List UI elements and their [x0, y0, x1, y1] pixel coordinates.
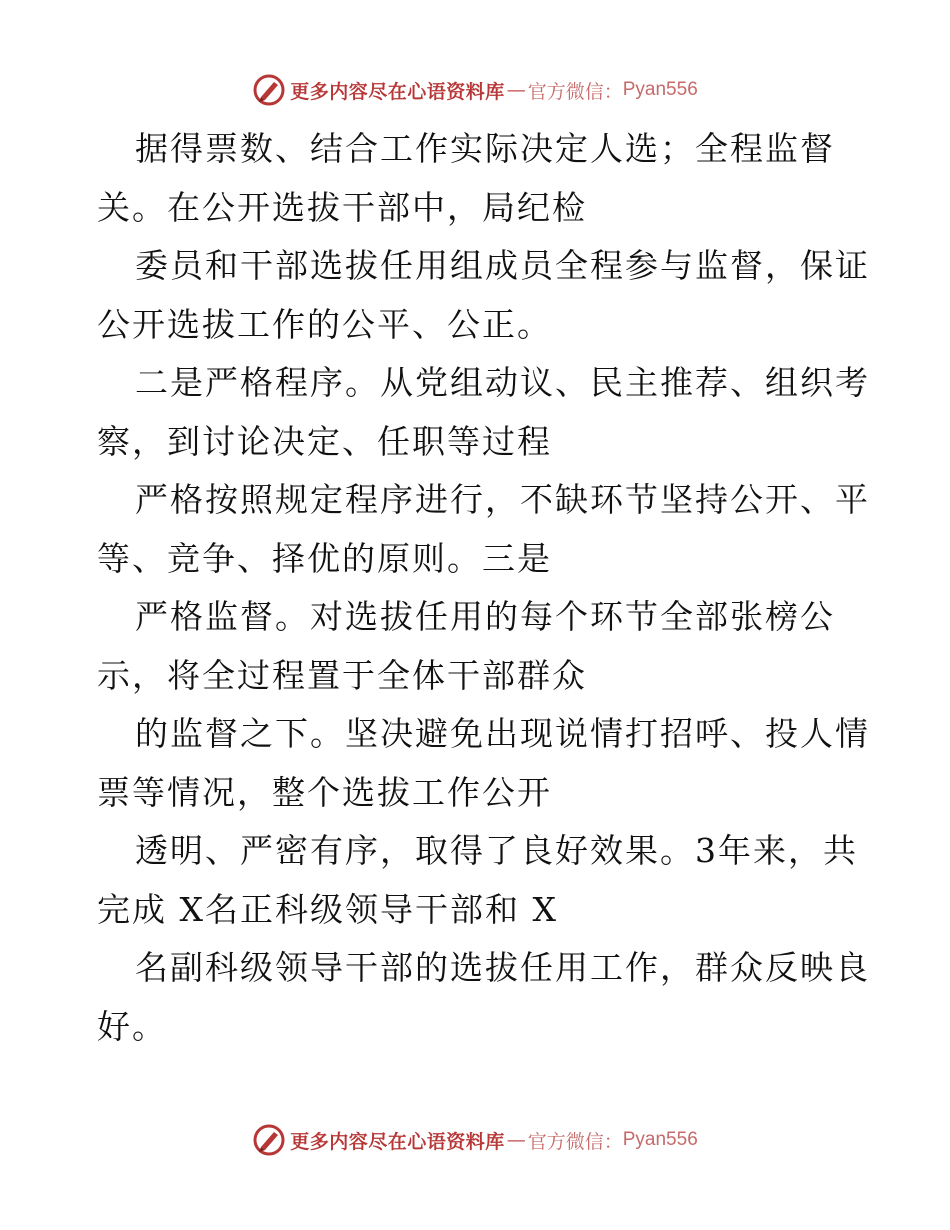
header-wechat-id: Pyan556 [622, 79, 698, 100]
text-line: 完成 X名正科级领导干部和 X [97, 889, 558, 929]
header-banner [0, 70, 950, 110]
text-line: 察，到讨论决定、任职等过程 [97, 421, 552, 461]
text-line: 票等情况，整个选拔工作公开 [97, 772, 552, 812]
text-line: 示，将全过程置于全体干部群众 [97, 655, 587, 695]
header-wechat-label: 官方微信： [527, 80, 623, 103]
footer-wechat-label: 官方微信： [527, 1130, 623, 1153]
text-line: 严格监督。对选拔任用的每个环节全部张榜公 [135, 597, 835, 636]
header-brand-text: 更多内容尽在心语资料库 [290, 80, 505, 103]
text-line: 二是严格程序。从党组动议、民主推荐、组织考 [135, 363, 870, 402]
text-line: 严格按照规定程序进行，不缺环节坚持公开、平 [135, 480, 870, 519]
text-line: 公开选拔工作的公平、公正。 [97, 304, 552, 344]
text-line: 据得票数、结合工作实际决定人选；全程监督 [135, 129, 835, 168]
footer-wechat-id: Pyan556 [622, 1129, 698, 1150]
footer-banner [0, 1120, 950, 1160]
text-line: 好。 [97, 1006, 167, 1046]
footer-separator: — [506, 1129, 526, 1151]
text-line: 关。在公开选拔干部中，局纪检 [97, 187, 587, 227]
text-line: 委员和干部选拔任用组成员全程参与监督，保证 [135, 246, 870, 285]
document-body [97, 120, 870, 1056]
text-line: 的监督之下。坚决避免出现说情打招呼、投人情 [135, 714, 870, 753]
text-line: 等、竞争、择优的原则。三是 [97, 538, 552, 578]
header-separator: — [506, 79, 526, 101]
text-line: 透明、严密有序，取得了良好效果。3年来，共 [135, 831, 858, 870]
pen-logo-icon [252, 1123, 286, 1157]
text-line: 名副科级领导干部的选拔任用工作，群众反映良 [135, 948, 870, 987]
footer-brand-text: 更多内容尽在心语资料库 [290, 1130, 505, 1153]
pen-logo-icon [252, 73, 286, 107]
